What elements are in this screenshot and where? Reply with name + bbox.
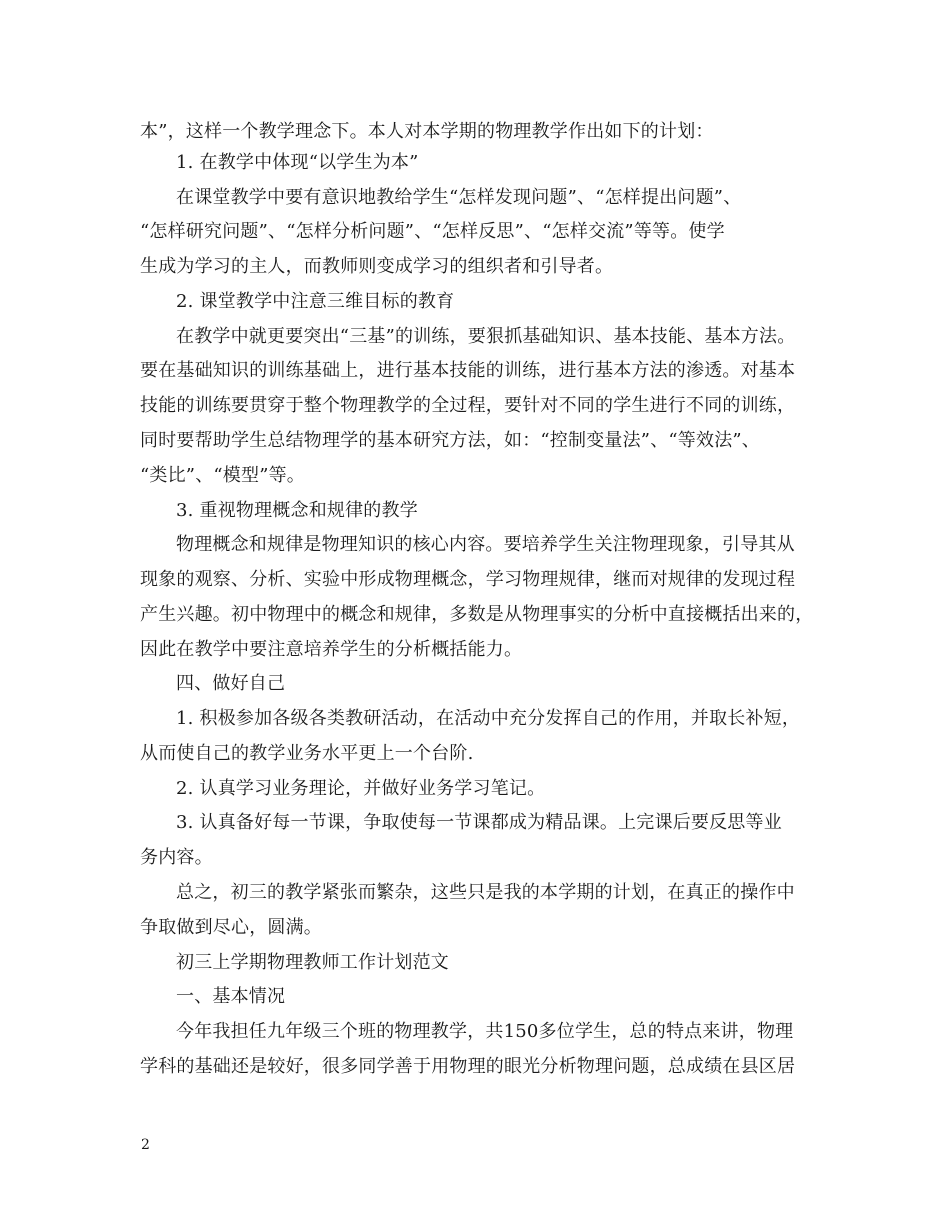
section-heading: 1. 在教学中体现“以学生为本” [176, 152, 419, 173]
text-line: 生成为学习的主人，而教师则变成学习的组织者和引导者。 [140, 256, 614, 277]
text-line: 3. 认真备好每一节课，争取使每一节课都成为精品课。上完课后要反思等业 [176, 812, 782, 833]
text-line: 2. 认真学习业务理论，并做好业务学习笔记。 [176, 778, 546, 799]
text-line: 从而使自己的教学业务水平更上一个台阶. [140, 743, 474, 764]
text-line: 争取做到尽心，圆满。 [140, 917, 322, 938]
section-heading: 2. 课堂教学中注意三维目标的教育 [176, 291, 455, 312]
text-line: 务内容。 [140, 847, 213, 868]
section-heading: 3. 重视物理概念和规律的教学 [176, 500, 418, 521]
text-line: 同时要帮助学生总结物理学的基本研究方法，如：“控制变量法”、“等效法”、 [140, 430, 761, 451]
section-heading: 四、做好自己 [176, 673, 286, 694]
text-line: “怎样研究问题”、“怎样分析问题”、“怎样反思”、“怎样交流”等等。使学 [140, 221, 725, 242]
text-line: 现象的观察、分析、实验中形成物理概念，学习物理规律，继而对规律的发现过程 [140, 569, 796, 590]
text-line: 技能的训练要贯穿于整个物理教学的全过程，要针对不同的学生进行不同的训练， [140, 395, 796, 416]
text-line: 在课堂教学中要有意识地教给学生“怎样发现问题”、“怎样提出问题”、 [176, 187, 742, 208]
text-line: 本”，这样一个教学理念下。本人对本学期的物理教学作出如下的计划： [140, 121, 714, 142]
text-line: 在教学中就更要突出“三基”的训练，要狠抓基础知识、基本技能、基本方法。 [176, 326, 796, 347]
text-line: “类比”、“模型”等。 [140, 465, 306, 486]
text-line: 因此在教学中要注意培养学生的分析概括能力。 [140, 639, 523, 660]
text-line: 产生兴趣。初中物理中的概念和规律，多数是从物理事实的分析中直接概括出来的， [140, 604, 814, 625]
text-line: 1. 积极参加各级各类教研活动，在活动中充分发挥自己的作用，并取长补短， [176, 708, 801, 729]
text-line: 学科的基础还是较好，很多同学善于用物理的眼光分析物理问题，总成绩在县区居 [140, 1056, 796, 1077]
page-number: 2 [141, 1137, 150, 1153]
text-line: 物理概念和规律是物理知识的核心内容。要培养学生关注物理现象，引导其从 [176, 534, 795, 555]
text-line: 总之，初三的教学紧张而繁杂，这些只是我的本学期的计划，在真正的操作中 [176, 882, 795, 903]
section-heading: 一、基本情况 [176, 986, 286, 1007]
text-line: 要在基础知识的训练基础上，进行基本技能的训练，进行基本方法的渗透。对基本 [140, 360, 796, 381]
document-title: 初三上学期物理教师工作计划范文 [176, 952, 449, 973]
text-line: 今年我担任九年级三个班的物理教学，共150多位学生，总的特点来讲，物理 [176, 1021, 794, 1042]
